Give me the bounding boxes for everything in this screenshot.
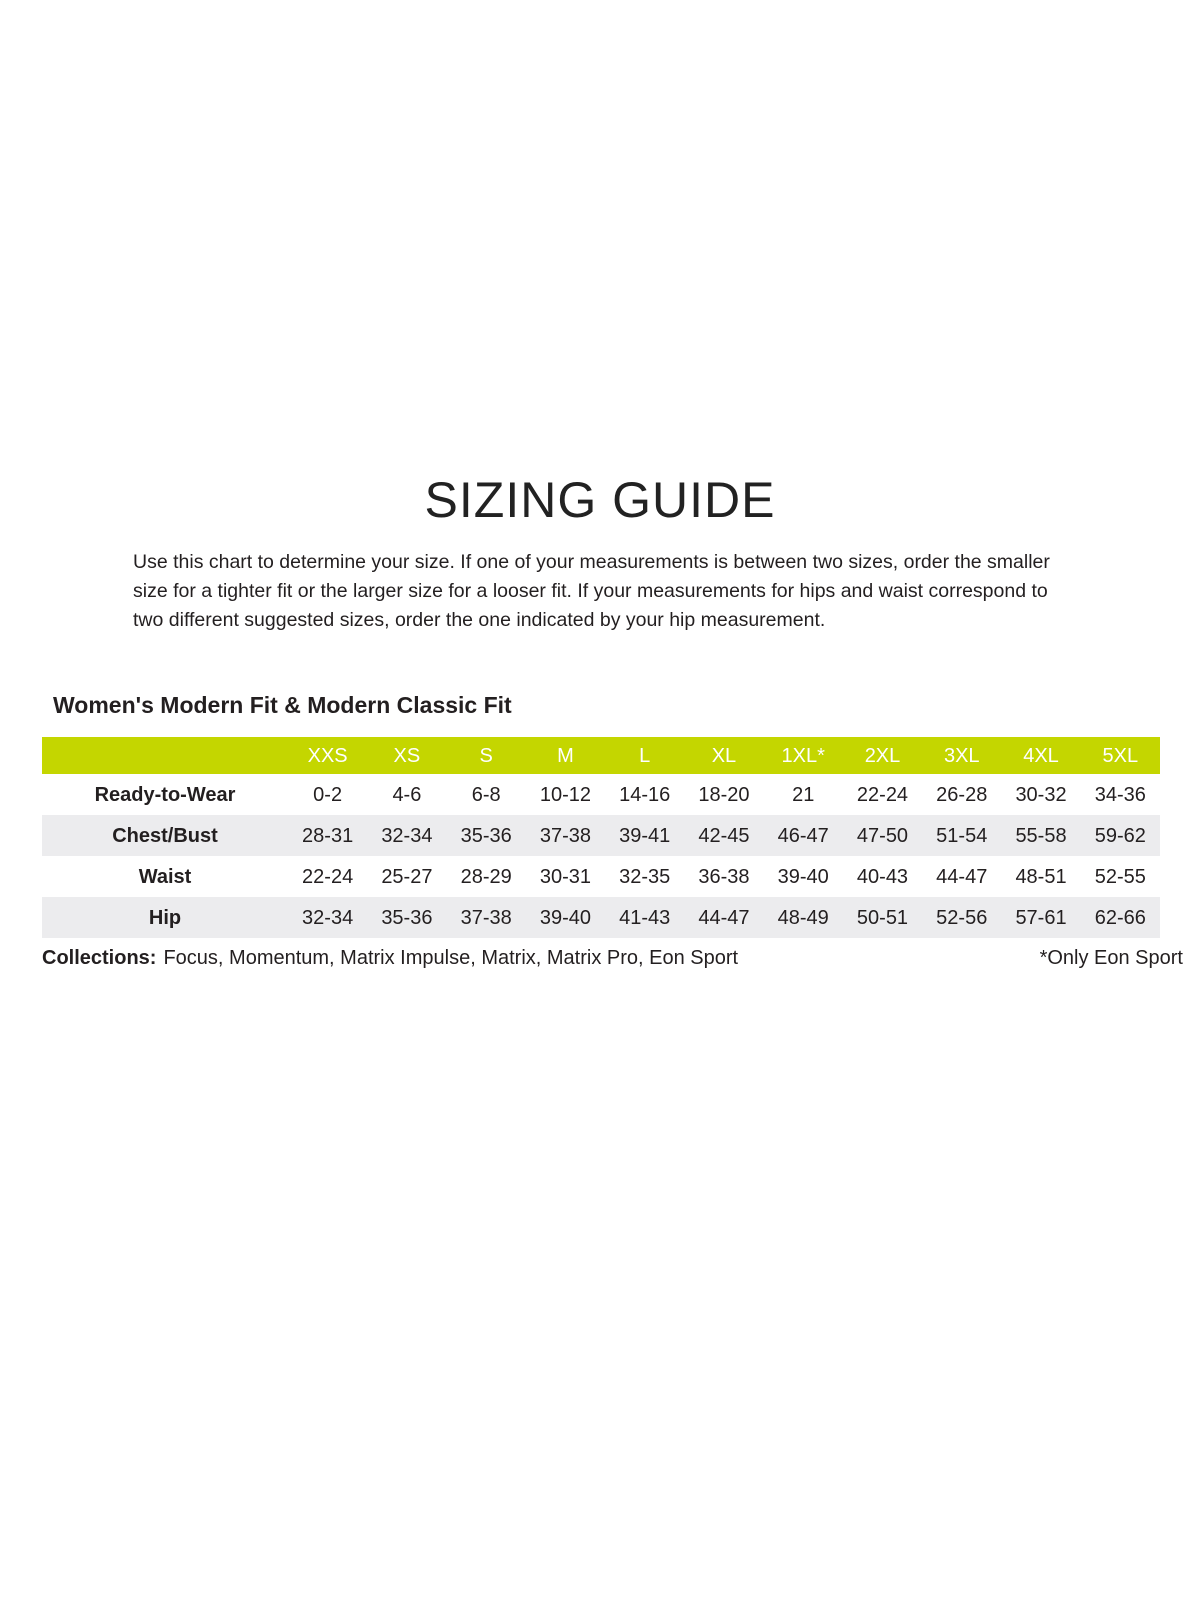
size-cell: 46-47 xyxy=(777,824,829,847)
size-cell: 36-38 xyxy=(698,865,750,888)
collections-label: Collections: xyxy=(42,947,157,969)
size-cell: 59-62 xyxy=(1094,824,1146,847)
collections-list: Focus, Momentum, Matrix Impulse, Matrix, Matrix Pro, Eon Sport xyxy=(163,947,739,969)
size-cell: 32-35 xyxy=(619,865,671,888)
size-table-header-row xyxy=(42,737,1160,774)
size-cell: 30-32 xyxy=(1015,783,1067,806)
size-cell: 25-27 xyxy=(381,865,433,888)
size-cell: 48-51 xyxy=(1015,865,1067,888)
size-cell: 39-40 xyxy=(777,865,829,888)
size-cell: 35-36 xyxy=(460,824,512,847)
table-row-ready-to-wear xyxy=(42,774,1160,815)
size-cell: 52-56 xyxy=(936,906,988,929)
size-cell: 42-45 xyxy=(698,824,750,847)
size-cell: 41-43 xyxy=(619,906,671,929)
section-heading: Women's Modern Fit & Modern Classic Fit xyxy=(53,692,512,718)
size-column-header: XS xyxy=(393,744,421,767)
size-cell: 0-2 xyxy=(313,783,343,806)
intro-paragraph xyxy=(133,548,1113,635)
size-column-header: S xyxy=(479,744,493,767)
size-cell: 22-24 xyxy=(856,783,909,806)
collections-line xyxy=(42,946,738,970)
footnote-only-eon-sport: *Only Eon Sport xyxy=(1039,947,1183,969)
intro-line: size for a tighter fit or the larger size for a looser fit. If your measurements for hips and waist correspond to xyxy=(133,580,1048,602)
size-column-header: 4XL xyxy=(1023,744,1059,767)
size-cell: 37-38 xyxy=(539,824,591,847)
size-cell: 34-36 xyxy=(1094,783,1146,806)
size-cell: 44-47 xyxy=(698,906,750,929)
size-cell: 28-31 xyxy=(302,824,354,847)
size-cell: 50-51 xyxy=(856,906,909,929)
size-table xyxy=(42,737,1160,938)
size-cell: 4-6 xyxy=(392,783,422,806)
row-label: Waist xyxy=(138,865,192,888)
size-column-header: 2XL xyxy=(864,744,901,767)
intro-line: two different suggested sizes, order the one indicated by your hip measurement. xyxy=(133,609,826,631)
table-footer xyxy=(42,946,1183,970)
size-column-header: XL xyxy=(711,744,737,767)
size-cell: 18-20 xyxy=(698,783,750,806)
table-row-chest-bust xyxy=(42,815,1160,856)
size-cell: 22-24 xyxy=(302,865,354,888)
row-label: Hip xyxy=(148,906,182,929)
size-cell: 32-34 xyxy=(302,906,354,929)
size-column-header: 1XL* xyxy=(781,744,825,767)
size-cell: 44-47 xyxy=(936,865,988,888)
size-cell: 62-66 xyxy=(1094,906,1146,929)
size-cell: 39-41 xyxy=(619,824,671,847)
size-cell: 40-43 xyxy=(856,865,909,888)
size-cell: 47-50 xyxy=(856,824,909,847)
size-column-header: L xyxy=(639,744,651,767)
size-cell: 35-36 xyxy=(381,906,433,929)
size-cell: 14-16 xyxy=(619,783,671,806)
size-cell: 52-55 xyxy=(1094,865,1146,888)
row-label: Chest/Bust xyxy=(112,824,218,847)
size-column-header: M xyxy=(557,744,574,767)
size-cell: 32-34 xyxy=(381,824,433,847)
page-title: SIZING GUIDE xyxy=(424,472,776,528)
size-cell: 57-61 xyxy=(1015,906,1067,929)
size-column-header: XXS xyxy=(307,744,348,767)
size-cell: 37-38 xyxy=(460,906,512,929)
size-cell: 55-58 xyxy=(1015,824,1067,847)
size-cell: 10-12 xyxy=(539,783,591,806)
table-row-waist xyxy=(42,856,1160,897)
size-cell: 6-8 xyxy=(471,783,501,806)
size-cell: 21 xyxy=(792,783,815,806)
size-column-header: 3XL xyxy=(943,744,980,767)
size-cell: 30-31 xyxy=(539,865,591,888)
intro-line: Use this chart to determine your size. If one of your measurements is between two sizes, order the smaller xyxy=(133,551,1050,573)
size-cell: 48-49 xyxy=(777,906,829,929)
size-cell: 51-54 xyxy=(936,824,988,847)
row-label: Ready-to-Wear xyxy=(94,783,236,806)
size-cell: 28-29 xyxy=(460,865,512,888)
table-row-hip xyxy=(42,897,1160,938)
size-column-header: 5XL xyxy=(1102,744,1139,767)
size-cell: 39-40 xyxy=(539,906,591,929)
size-cell: 26-28 xyxy=(936,783,988,806)
